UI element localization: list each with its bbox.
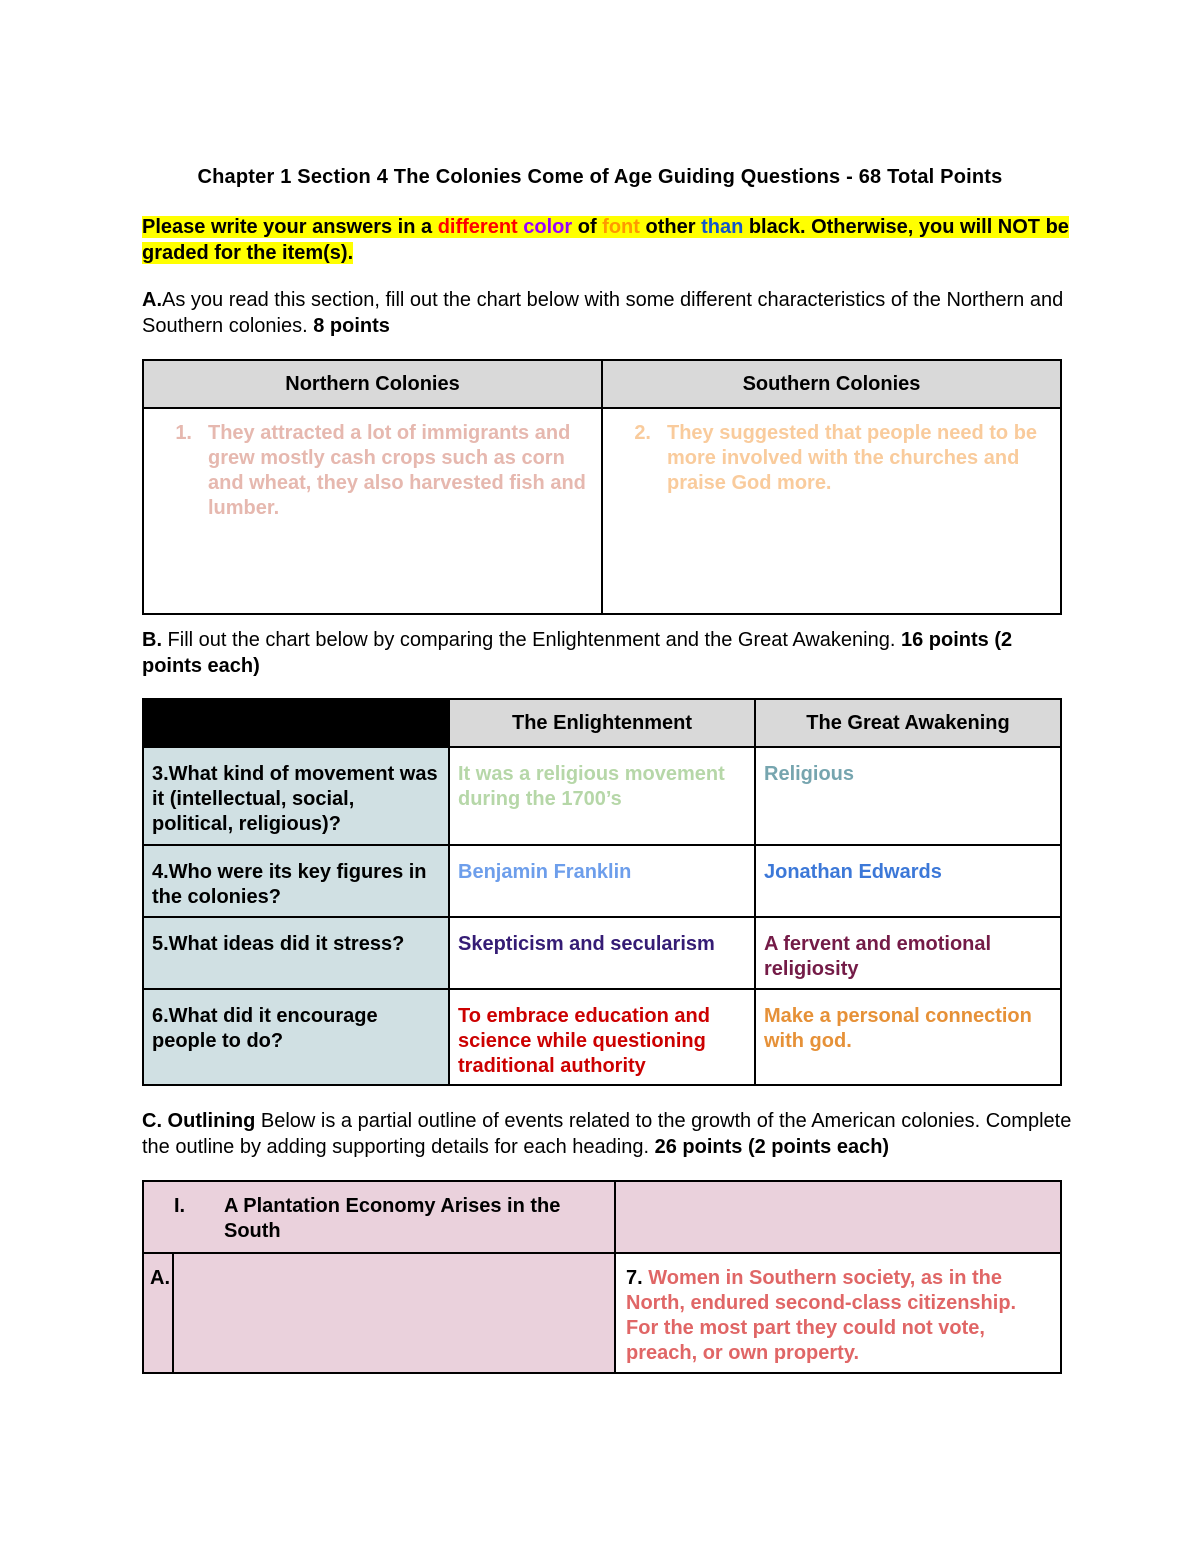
section-b-label: B. [142,629,162,651]
comparison-chart [142,698,1062,1086]
section-c-text: Below is a partial outline of events related to the growth of the American colonies. Complete the outline by adding supporting details for each heading. [142,1110,1072,1158]
enlightenment-answer-cell[interactable]: Skepticism and secularism [449,917,755,989]
outline-heading-number: I. [174,1195,186,1217]
awakening-answer-cell[interactable]: Make a personal connection with god. [755,989,1061,1085]
answer-number: 2. [634,422,651,444]
section-c-prompt [142,1108,1072,1160]
outline-heading-cell [143,1181,615,1253]
instruction-part1: Please write your answers in a [142,216,438,238]
enlightenment-answer-cell[interactable]: To embrace education and science while questioning traditional authority [449,989,755,1085]
header-blank [143,699,449,747]
answer-text: They suggested that people need to be more involved with the churches and praise God more. [667,422,1038,494]
instruction-word-than: than [701,216,744,238]
header-great-awakening: The Great Awakening [755,699,1061,747]
awakening-answer-cell[interactable]: Jonathan Edwards [755,845,1061,917]
outline-heading-text: A Plantation Economy Arises in the South [224,1195,561,1242]
outline-answer-number: 7. [626,1267,643,1289]
instruction-text [142,214,1072,266]
instruction-word-different: different [437,216,518,238]
instruction-rest: black. Otherwise, you will NOT be graded for the item(s). [142,216,1069,264]
question-cell: 6.What did it encourage people to do? [143,989,449,1085]
section-c-label: C. Outlining [142,1110,256,1132]
instruction-word-of: of [572,216,603,238]
colonies-chart [142,359,1062,615]
instruction-word-other: other [639,216,702,238]
header-northern-colonies: Northern Colonies [143,360,602,408]
answer-number: 1. [175,422,192,444]
southern-answer-cell[interactable] [602,408,1061,614]
enlightenment-answer-cell[interactable]: Benjamin Franklin [449,845,755,917]
question-cell: 4.Who were its key figures in the colonies? [143,845,449,917]
section-a-prompt [142,287,1072,339]
outline-answer-cell[interactable] [615,1253,1061,1373]
section-b-text: Fill out the chart below by comparing the Enlightenment and the Great Awakening. [162,629,901,651]
section-a-points: 8 points [313,315,390,337]
outline-heading-answer-cell[interactable] [615,1181,1061,1253]
instruction-word-font: font [602,216,640,238]
outline-sub-detail-cell[interactable] [173,1253,615,1373]
outline-sub-label-text: A. [150,1267,170,1289]
header-enlightenment: The Enlightenment [449,699,755,747]
section-c-points: 26 points (2 points each) [654,1136,890,1158]
northern-answer-cell[interactable] [143,408,602,614]
answer-text: They attracted a lot of immigrants and grew mostly cash crops such as corn and wheat, they also harvested fish and lumber. [208,422,586,519]
outline-sub-label [143,1253,173,1373]
outline-chart [142,1180,1062,1374]
outline-answer-text: Women in Southern society, as in the North, endured second-class citizenship. For the most part they could not vote, preach, or own property. [626,1267,1017,1364]
section-a-text: As you read this section, fill out the chart below with some different characteristics of the Northern and Southern colonies. [142,289,1064,337]
header-southern-colonies: Southern Colonies [602,360,1061,408]
question-cell: 5.What ideas did it stress? [143,917,449,989]
instruction-word-color: color [523,216,573,238]
awakening-answer-cell[interactable]: Religious [755,747,1061,845]
section-b-prompt [142,627,1072,679]
question-cell: 3.What kind of movement was it (intellectual, social, political, religious)? [143,747,449,845]
awakening-answer-cell[interactable]: A fervent and emotional religiosity [755,917,1061,989]
section-b-points: 16 points (2 points each) [142,629,1013,677]
page-title: Chapter 1 Section 4 The Colonies Come of Age Guiding Questions - 68 Total Points [197,166,1003,188]
enlightenment-answer-cell[interactable]: It was a religious movement during the 1700’s [449,747,755,845]
section-a-label: A. [142,289,162,311]
